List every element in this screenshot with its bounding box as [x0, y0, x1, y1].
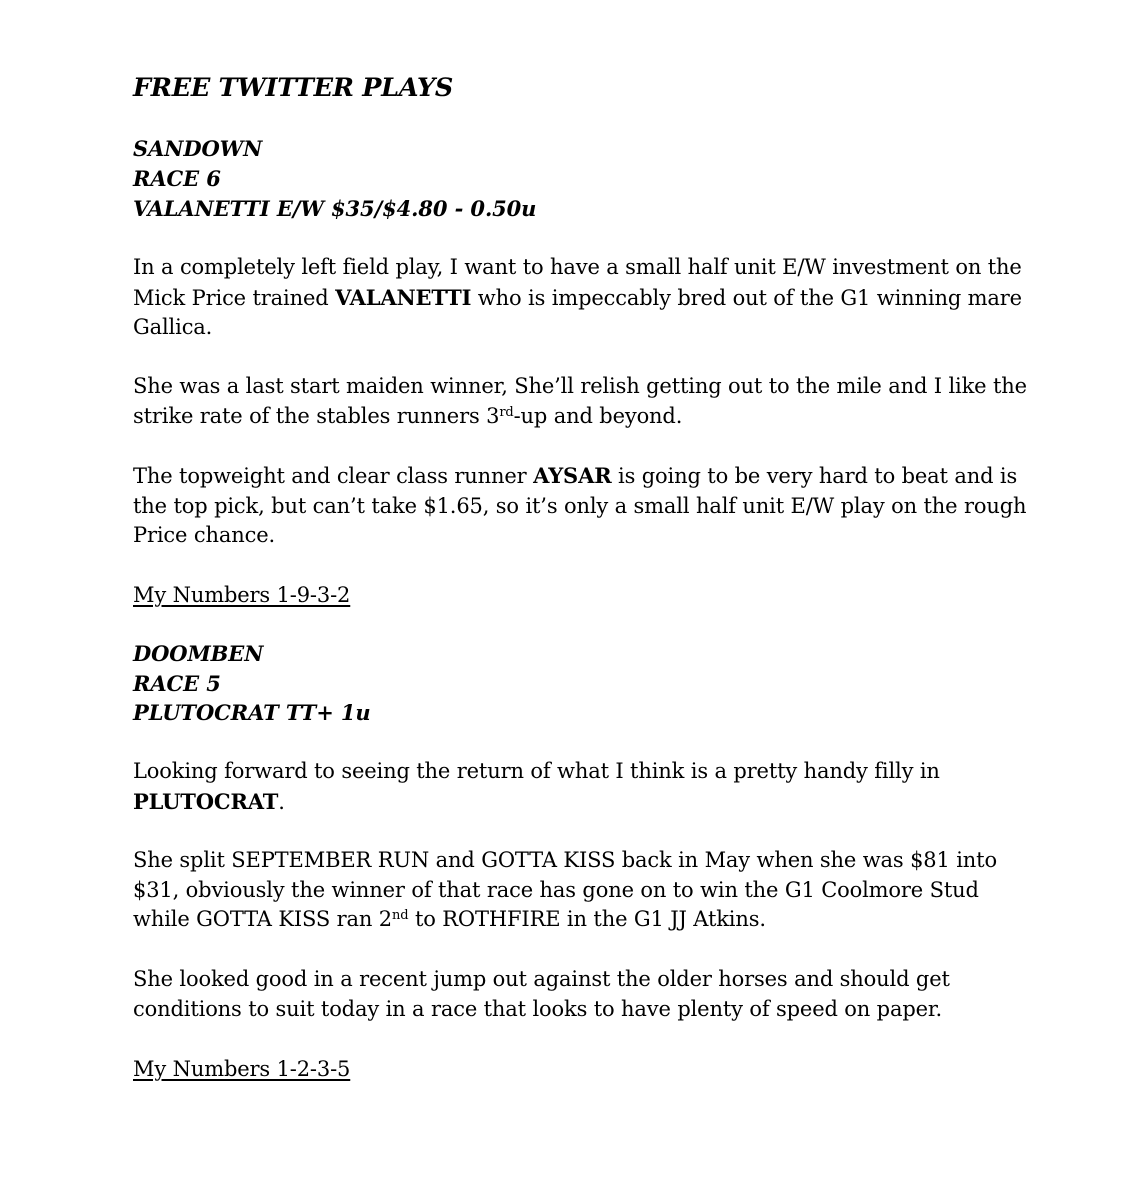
horse-name: PLUTOCRAT	[133, 788, 279, 814]
selection-heading: VALANETTI E/W $35/$4.80 - 0.50u	[133, 196, 537, 221]
paragraph: Looking forward to seeing the return of what I think is a pretty handy filly in PLUTOCRAT.	[133, 759, 940, 814]
paragraph: The topweight and clear class runner AYSAR is going to be very hard to beat and is the top pick, but can’t take $1.65, so it’s only a small half unit E/W play on the rough Price chance.	[133, 463, 1027, 547]
horse-name: AYSAR	[533, 463, 612, 488]
document-title: FREE TWITTER PLAYS	[133, 73, 453, 103]
horse-name: VALANETTI	[335, 284, 472, 310]
paragraph: She split SEPTEMBER RUN and GOTTA KISS back in May when she was $81 into $31, obviously the winner of that race has gone on to win the G1 Coolmore Stud while GOTTA KISS ran 2nd to ROTHFIRE in the G1 JJ Atkins.	[133, 848, 997, 931]
ordinal-suffix: nd	[392, 908, 409, 923]
selection-heading: PLUTOCRAT TT+ 1u	[133, 700, 371, 725]
venue-heading: DOOMBEN	[133, 641, 264, 666]
paragraph: She looked good in a recent jump out against the older horses and should get conditions to suit today in a race that looks to have plenty of speed on paper.	[133, 967, 950, 1021]
venue-heading: SANDOWN	[133, 136, 263, 161]
my-numbers: My Numbers 1-9-3-2	[133, 583, 351, 607]
ordinal-suffix: rd	[499, 404, 514, 420]
paragraph: She was a last start maiden winner, She’ll relish getting out to the mile and I like the strike rate of the stables runners 3rd-up and beyond.	[133, 374, 1027, 428]
race-heading: RACE 6	[133, 166, 221, 191]
paragraph: In a completely left field play, I want to have a small half unit E/W investment on the Mick Price trained VALANETTI who is impeccably bred out of the G1 winning mare Gallica.	[133, 255, 1022, 339]
race-heading: RACE 5	[133, 671, 221, 696]
my-numbers: My Numbers 1-2-3-5	[133, 1057, 351, 1081]
